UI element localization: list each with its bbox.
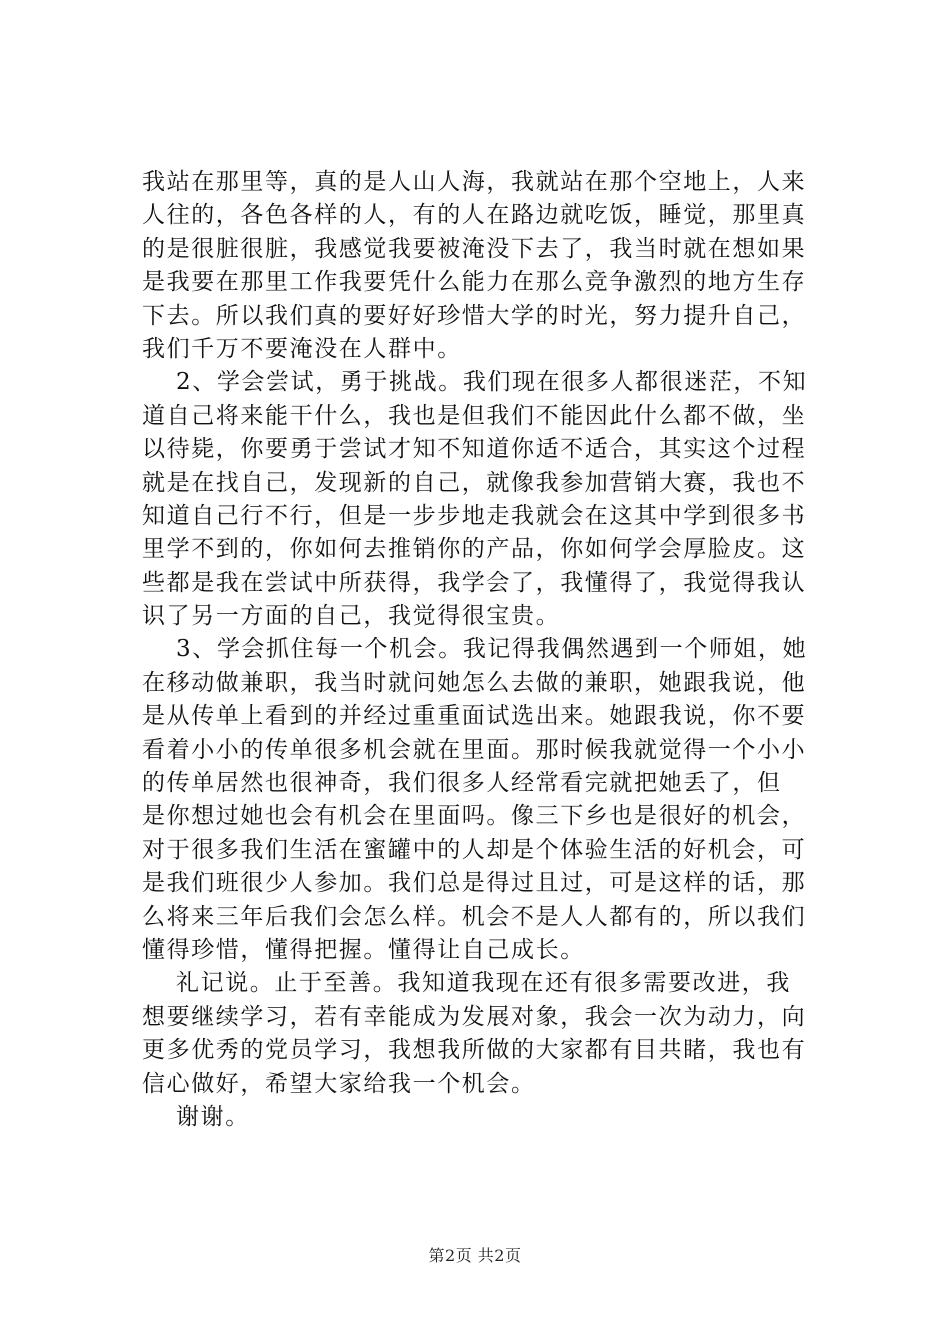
text-line: 么将来三年后我们会怎么样。机会不是人人都有的，所以我们 (142, 903, 807, 930)
paragraph-start-line: 2、学会尝试，勇于挑战。我们现在很多人都很迷茫，不知 (176, 369, 808, 396)
text-line: 想要继续学习，若有幸能成为发展对象，我会一次为动力，向 (142, 1003, 807, 1030)
text-line: 下去。所以我们真的要好好珍惜大学的时光，努力提升自己， (142, 302, 807, 329)
text-line: 的是很脏很脏，我感觉我要被淹没下去了，我当时就在想如果 (142, 235, 807, 262)
text-line: 以待毙，你要勇于尝试才知不知道你适不适合，其实这个过程 (142, 436, 807, 463)
text-line: 的传单居然也很神奇，我们很多人经常看完就把她丢了，但 (142, 770, 782, 797)
text-line: 里学不到的，你如何去推销你的产品，你如何学会厚脸皮。这 (142, 536, 807, 563)
text-line: 我们千万不要淹没在人群中。 (142, 335, 462, 362)
text-line: 对于很多我们生活在蜜罐中的人却是个体验生活的好机会，可 (142, 836, 807, 863)
text-line: 是我们班很少人参加。我们总是得过且过，可是这样的话，那 (142, 870, 807, 897)
document-body (142, 166, 834, 1134)
paragraph-start-line: 3、学会抓住每一个机会。我记得我偶然遇到一个师姐，她 (176, 636, 808, 663)
paragraph-start-line: 礼记说。止于至善。我知道我现在还有很多需要改进，我 (176, 970, 791, 997)
text-line: 知道自己行不行，但是一步步地走我就会在这其中学到很多书 (142, 502, 807, 529)
paragraph-start-line: 谢谢。 (176, 1103, 250, 1130)
text-line: 懂得珍惜，懂得把握。懂得让自己成长。 (142, 936, 585, 963)
text-line: 信心做好，希望大家给我一个机会。 (142, 1070, 536, 1097)
text-line: 些都是我在尝试中所获得，我学会了，我懂得了，我觉得我认 (142, 569, 807, 596)
text-line: 更多优秀的党员学习，我想我所做的大家都有目共睹，我也有 (142, 1037, 807, 1064)
text-line: 在移动做兼职，我当时就问她怎么去做的兼职，她跟我说，他 (142, 669, 807, 696)
page-number-footer: 第2页 共2页 (428, 1246, 522, 1265)
text-line: 就是在找自己，发现新的自己，就像我参加营销大赛，我也不 (142, 469, 807, 496)
text-line: 人往的，各色各样的人，有的人在路边就吃饭，睡觉，那里真 (142, 202, 807, 229)
text-line: 是我要在那里工作我要凭什么能力在那么竞争激烈的地方生存 (142, 269, 807, 296)
text-line: 是从传单上看到的并经过重重面试选出来。她跟我说，你不要 (142, 703, 807, 730)
text-line: 识了另一方面的自己，我觉得很宝贵。 (142, 603, 561, 630)
text-line: 是你想过她也会有机会在里面吗。像三下乡也是很好的机会， (142, 803, 807, 830)
text-line: 道自己将来能干什么，我也是但我们不能因此什么都不做，坐 (142, 402, 807, 429)
text-line: 看着小小的传单很多机会就在里面。那时候我就觉得一个小小 (142, 736, 807, 763)
text-line: 我站在那里等，真的是人山人海，我就站在那个空地上，人来 (142, 169, 807, 195)
